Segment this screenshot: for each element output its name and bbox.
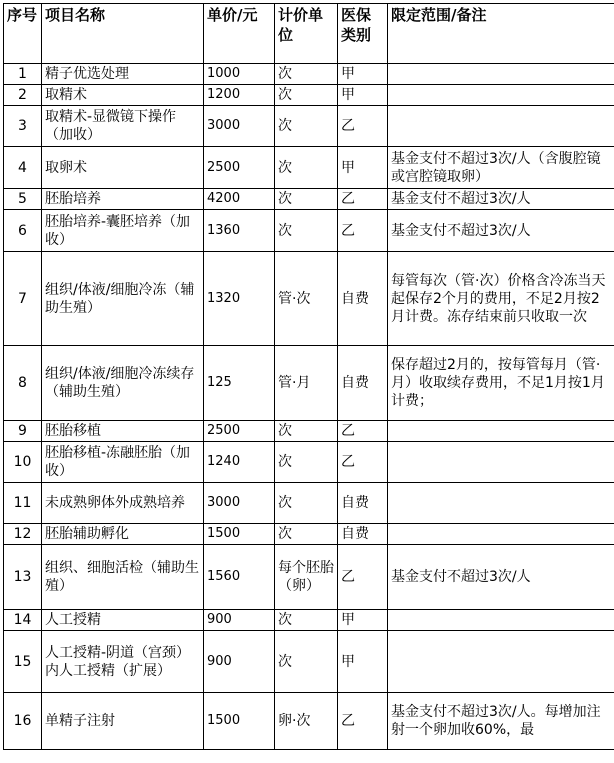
cell-no: 5	[4, 189, 42, 210]
cell-insurance: 自费	[338, 524, 388, 545]
table-row	[4, 524, 614, 545]
cell-insurance: 乙	[338, 545, 388, 610]
cell-price: 2500	[204, 147, 275, 189]
cell-unit: 次	[275, 483, 338, 524]
cell-remark	[388, 106, 614, 147]
cell-unit: 次	[275, 631, 338, 693]
cell-name: 单精子注射	[42, 693, 204, 750]
table-row	[4, 64, 614, 85]
cell-insurance: 乙	[338, 189, 388, 210]
header-price: 单价/元	[204, 4, 275, 64]
cell-no: 16	[4, 693, 42, 750]
table-row	[4, 346, 614, 421]
cell-unit: 次	[275, 85, 338, 106]
cell-no: 12	[4, 524, 42, 545]
cell-price: 1200	[204, 85, 275, 106]
table-row	[4, 693, 614, 750]
cell-insurance: 甲	[338, 85, 388, 106]
cell-unit: 次	[275, 210, 338, 252]
cell-price: 1240	[204, 442, 275, 483]
cell-name: 未成熟卵体外成熟培养	[42, 483, 204, 524]
cell-price: 1500	[204, 693, 275, 750]
cell-remark: 基金支付不超过3次/人	[388, 189, 614, 210]
cell-name: 精子优选处理	[42, 64, 204, 85]
cell-unit: 次	[275, 421, 338, 442]
cell-remark: 基金支付不超过3次/人	[388, 210, 614, 252]
cell-insurance: 甲	[338, 147, 388, 189]
cell-no: 14	[4, 610, 42, 631]
table-row	[4, 610, 614, 631]
cell-no: 8	[4, 346, 42, 421]
cell-remark	[388, 442, 614, 483]
cell-remark: 基金支付不超过3次/人（含腹腔镜或宫腔镜取卵）	[388, 147, 614, 189]
cell-price: 900	[204, 610, 275, 631]
cell-unit: 管·次	[275, 252, 338, 346]
cell-price: 2500	[204, 421, 275, 442]
cell-price: 125	[204, 346, 275, 421]
cell-unit: 次	[275, 442, 338, 483]
cell-name: 胚胎培养	[42, 189, 204, 210]
cell-name: 组织/体液/细胞冷冻续存（辅助生殖）	[42, 346, 204, 421]
cell-no: 4	[4, 147, 42, 189]
header-name: 项目名称	[42, 4, 204, 64]
cell-remark	[388, 610, 614, 631]
cell-remark	[388, 85, 614, 106]
cell-insurance: 乙	[338, 106, 388, 147]
table-row	[4, 483, 614, 524]
cell-name: 胚胎培养-囊胚培养（加收）	[42, 210, 204, 252]
cell-no: 1	[4, 64, 42, 85]
cell-name: 组织、细胞活检（辅助生殖）	[42, 545, 204, 610]
cell-remark: 基金支付不超过3次/人	[388, 545, 614, 610]
table-row	[4, 147, 614, 189]
cell-no: 3	[4, 106, 42, 147]
cell-name: 取精术-显微镜下操作（加收）	[42, 106, 204, 147]
cell-remark: 基金支付不超过3次/人。每增加注射一个卵加收60%，最	[388, 693, 614, 750]
table-row	[4, 421, 614, 442]
cell-remark	[388, 631, 614, 693]
table-header-row	[4, 4, 614, 64]
cell-unit: 卵·次	[275, 693, 338, 750]
cell-name: 取精术	[42, 85, 204, 106]
table-row	[4, 442, 614, 483]
cell-name: 胚胎移植	[42, 421, 204, 442]
cell-no: 10	[4, 442, 42, 483]
cell-insurance: 乙	[338, 442, 388, 483]
cell-name: 取卵术	[42, 147, 204, 189]
cell-price: 1000	[204, 64, 275, 85]
cell-insurance: 乙	[338, 421, 388, 442]
cell-price: 1320	[204, 252, 275, 346]
cell-insurance: 自费	[338, 483, 388, 524]
header-remark: 限定范围/备注	[388, 4, 614, 64]
table-row	[4, 210, 614, 252]
fee-table	[3, 3, 614, 750]
cell-name: 胚胎移植-冻融胚胎（加收）	[42, 442, 204, 483]
cell-insurance: 乙	[338, 693, 388, 750]
cell-no: 7	[4, 252, 42, 346]
cell-name: 人工授精	[42, 610, 204, 631]
cell-remark	[388, 524, 614, 545]
cell-price: 900	[204, 631, 275, 693]
cell-remark	[388, 64, 614, 85]
cell-no: 2	[4, 85, 42, 106]
cell-no: 11	[4, 483, 42, 524]
cell-price: 1500	[204, 524, 275, 545]
cell-unit: 次	[275, 189, 338, 210]
cell-no: 15	[4, 631, 42, 693]
cell-price: 4200	[204, 189, 275, 210]
table-row	[4, 252, 614, 346]
cell-insurance: 自费	[338, 252, 388, 346]
cell-price: 3000	[204, 106, 275, 147]
cell-name: 人工授精-阴道（宫颈）内人工授精（扩展）	[42, 631, 204, 693]
cell-remark: 每管每次（管·次）价格含冷冻当天起保存2个月的费用，不足2月按2月计费。冻存结束前只收取一次	[388, 252, 614, 346]
cell-remark	[388, 483, 614, 524]
cell-price: 1560	[204, 545, 275, 610]
cell-unit: 次	[275, 106, 338, 147]
cell-no: 6	[4, 210, 42, 252]
cell-name: 组织/体液/细胞冷冻（辅助生殖）	[42, 252, 204, 346]
cell-unit: 管·月	[275, 346, 338, 421]
header-insurance: 医保类别	[338, 4, 388, 64]
cell-price: 3000	[204, 483, 275, 524]
cell-remark	[388, 421, 614, 442]
cell-remark: 保存超过2月的，按每管每月（管·月）收取续存费用，不足1月按1月计费；	[388, 346, 614, 421]
header-no: 序号	[4, 4, 42, 64]
cell-unit: 次	[275, 64, 338, 85]
cell-no: 9	[4, 421, 42, 442]
cell-unit: 次	[275, 610, 338, 631]
cell-unit: 次	[275, 147, 338, 189]
cell-insurance: 甲	[338, 64, 388, 85]
header-unit: 计价单位	[275, 4, 338, 64]
table-row	[4, 106, 614, 147]
table-body	[4, 64, 614, 750]
cell-insurance: 乙	[338, 210, 388, 252]
cell-insurance: 甲	[338, 610, 388, 631]
table-row	[4, 85, 614, 106]
cell-unit: 每个胚胎（卵）	[275, 545, 338, 610]
cell-insurance: 甲	[338, 631, 388, 693]
cell-unit: 次	[275, 524, 338, 545]
table-row	[4, 189, 614, 210]
cell-price: 1360	[204, 210, 275, 252]
table-row	[4, 545, 614, 610]
table-row	[4, 631, 614, 693]
cell-name: 胚胎辅助孵化	[42, 524, 204, 545]
cell-insurance: 自费	[338, 346, 388, 421]
cell-no: 13	[4, 545, 42, 610]
